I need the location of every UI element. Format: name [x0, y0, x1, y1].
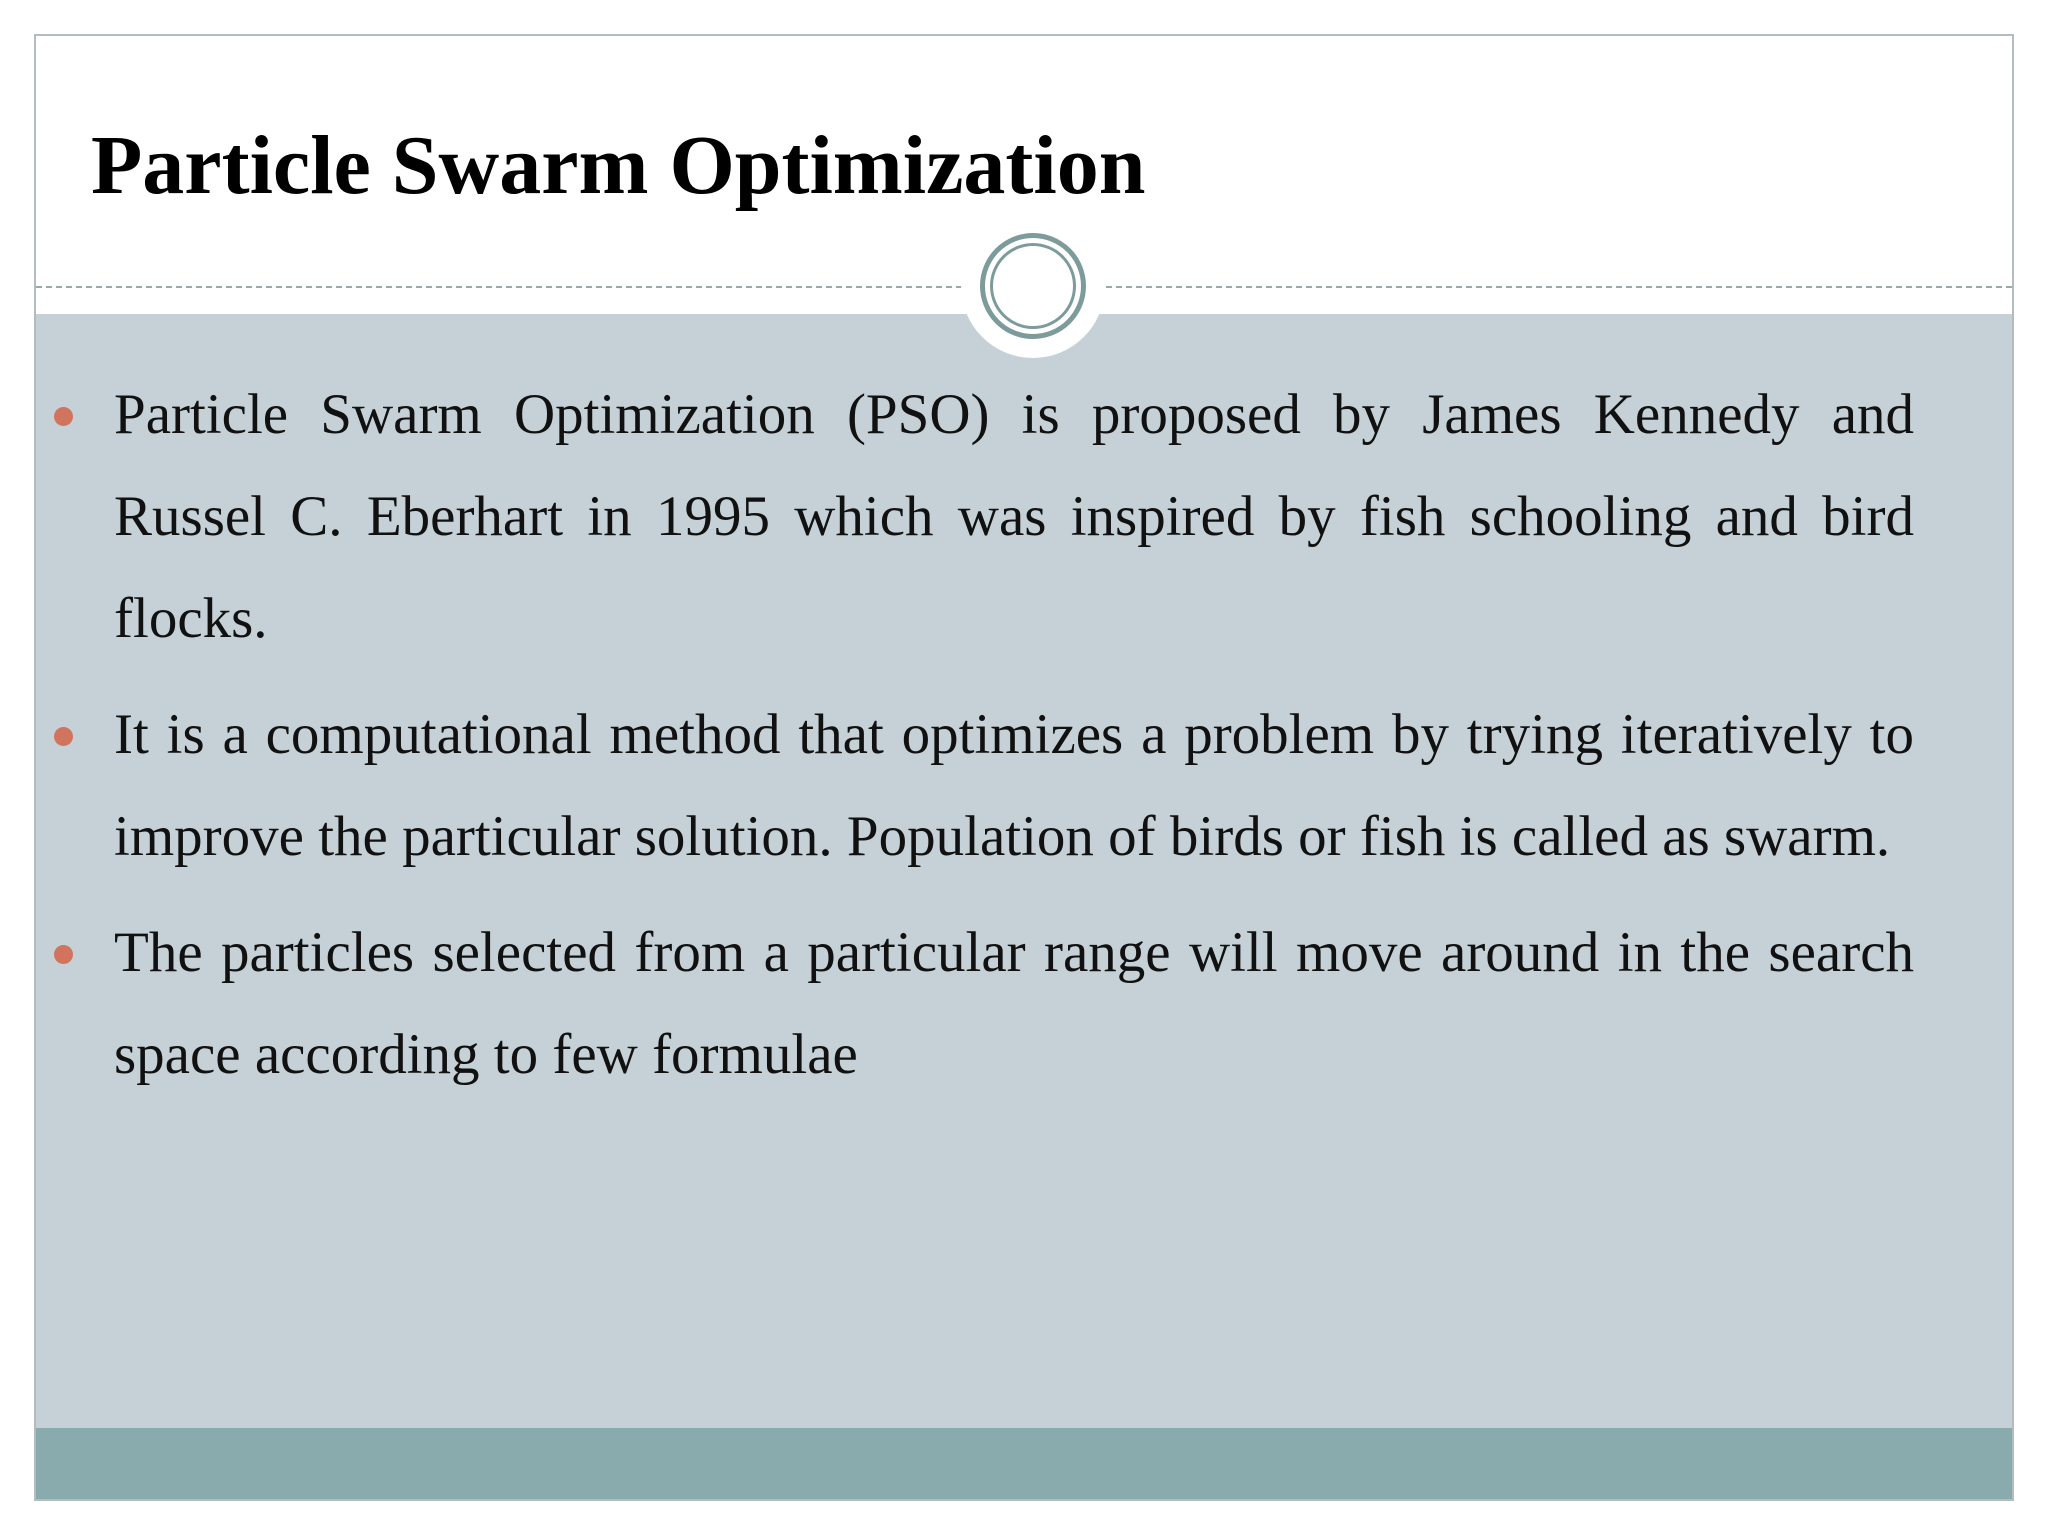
bullet-text: It is a computational method that optimizes a problem by trying iteratively to improve the particular solution. Population of birds or fish is called as swarm.: [114, 703, 1914, 868]
bullet-item: [114, 684, 1914, 888]
bullet-dot-icon: [54, 727, 73, 746]
bullet-text: The particles selected from a particular range will move around in the search space according to few formulae: [114, 921, 1914, 1086]
bullet-list: [114, 364, 1914, 1120]
slide-title: Particle Swarm Optimization: [91, 119, 1146, 212]
bullet-dot-icon: [54, 945, 73, 964]
bullet-item: [114, 902, 1914, 1106]
bullet-dot-icon: [54, 407, 73, 426]
circle-ornament-icon: [961, 214, 1105, 358]
footer-band: [36, 1428, 2012, 1499]
bullet-text: Particle Swarm Optimization (PSO) is proposed by James Kennedy and Russel C. Eberhart in 1995 which was inspired by fish schooling and bird flocks.: [114, 383, 1914, 650]
bullet-item: [114, 364, 1914, 670]
ornament-inner-ring: [990, 243, 1076, 329]
